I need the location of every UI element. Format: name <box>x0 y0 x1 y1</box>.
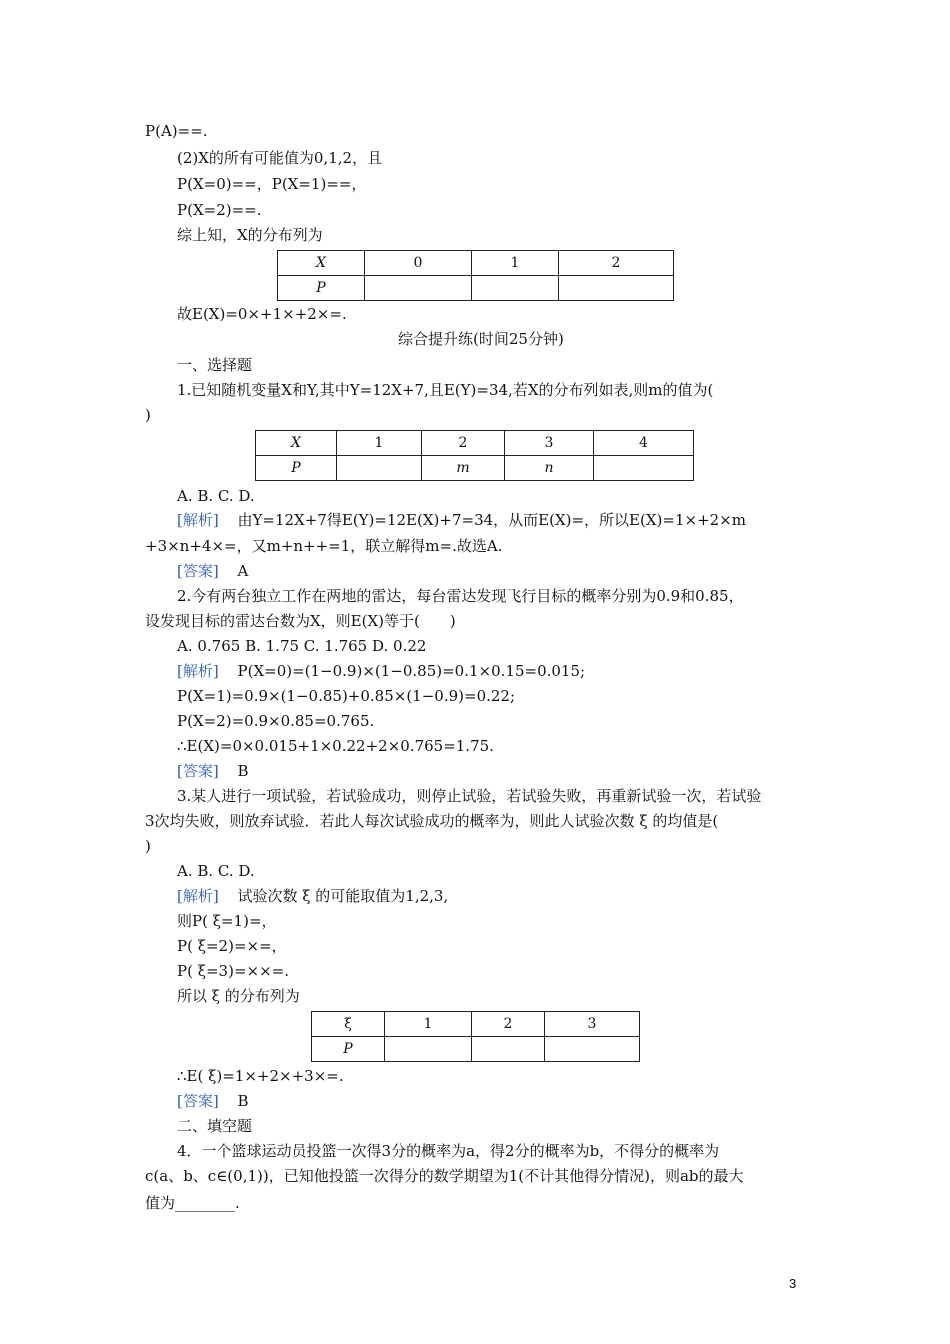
text-line: P(X=0)==，P(X=1)==， <box>177 175 367 193</box>
text-line: 所以 ξ 的分布列为 <box>177 987 300 1005</box>
analysis-text: P(X=0)=(1−0.9)×(1−0.85)=0.1×0.15=0.015; <box>237 662 586 680</box>
analysis-tag: [解析] <box>177 662 219 680</box>
table-cell: 2 <box>422 431 505 456</box>
analysis-line <box>177 661 585 681</box>
table-cell <box>385 1037 472 1062</box>
text-line: (2)X的所有可能值为0,1,2，且 <box>177 149 383 167</box>
table-cell <box>559 276 674 301</box>
table-cell <box>337 456 422 481</box>
table-cell: 3 <box>505 431 594 456</box>
table-cell <box>472 276 559 301</box>
table-cell: P <box>278 276 365 301</box>
distribution-table-2 <box>255 430 694 481</box>
answer-tag: [答案] <box>177 1092 219 1110</box>
text-line: P(X=2)=0.9×0.85=0.765. <box>177 712 375 730</box>
analysis-line <box>177 886 448 906</box>
text-line: ∴E( ξ)=1×+2×+3×=. <box>177 1067 344 1085</box>
answer-line <box>177 561 248 581</box>
answer-tag: [答案] <box>177 562 219 580</box>
question-text: 2.今有两台独立工作在两地的雷达，每台雷达发现飞行目标的概率分别为0.9和0.85， <box>177 587 744 605</box>
table-cell <box>594 456 694 481</box>
text-line: +3×n+4×=，又m+n++=1，联立解得m=.故选A. <box>145 537 503 555</box>
answer-line <box>177 1091 249 1111</box>
text-line: 值为________. <box>145 1194 240 1212</box>
text-line: 故E(X)=0×+1×+2×=. <box>177 305 347 323</box>
text-line: P(A)==. <box>145 122 208 140</box>
text-line: P(X=2)==. <box>177 201 262 219</box>
table-cell: 1 <box>385 1012 472 1037</box>
analysis-text: 由Y=12X+7得E(Y)=12E(X)+7=34，从而E(X)=，所以E(X)=1×+2×m <box>237 511 746 529</box>
text-line: P(X=1)=0.9×(1−0.85)+0.85×(1−0.9)=0.22; <box>177 687 516 705</box>
answer-tag: [答案] <box>177 762 219 780</box>
table-cell: n <box>505 456 594 481</box>
text-line: 综上知，X的分布列为 <box>177 226 323 244</box>
table-cell <box>472 1037 545 1062</box>
section-heading: 一、选择题 <box>177 356 253 374</box>
analysis-tag: [解析] <box>177 511 219 529</box>
options-line: A. 0.765 B. 1.75 C. 1.765 D. 0.22 <box>177 637 427 655</box>
analysis-tag: [解析] <box>177 887 219 905</box>
table-cell: P <box>256 456 337 481</box>
text-line: ) <box>145 837 151 855</box>
answer-line <box>177 761 249 781</box>
table-cell <box>365 276 472 301</box>
page-number: 3 <box>789 1276 797 1291</box>
question-text: 4．一个篮球运动员投篮一次得3分的概率为a，得2分的概率为b，不得分的概率为 <box>177 1142 720 1160</box>
section-title: 综合提升练(时间25分钟) <box>398 330 564 348</box>
table-cell: 2 <box>472 1012 545 1037</box>
distribution-table-1 <box>277 250 674 301</box>
table-cell: ξ <box>312 1012 385 1037</box>
question-text: 3.某人进行一项试验，若试验成功，则停止试验，若试验失败，再重新试验一次，若试验 <box>177 787 762 805</box>
table-cell: X <box>278 251 365 276</box>
text-line: P( ξ=3)=××=. <box>177 962 289 980</box>
table-cell: 4 <box>594 431 694 456</box>
text-line: 则P( ξ=1)=， <box>177 912 277 930</box>
table-cell: 1 <box>337 431 422 456</box>
table-cell: 1 <box>472 251 559 276</box>
text-line: 3次均失败，则放弃试验．若此人每次试验成功的概率为，则此人试验次数 ξ 的均值是( <box>145 812 719 830</box>
analysis-line <box>177 510 746 530</box>
text-line: ∴E(X)=0×0.015+1×0.22+2×0.765=1.75. <box>177 737 494 755</box>
section-heading: 二、填空题 <box>177 1117 253 1135</box>
analysis-text: 试验次数 ξ 的可能取值为1,2,3, <box>237 887 449 905</box>
answer-value: A <box>237 562 249 580</box>
text-line: P( ξ=2)=×=， <box>177 937 287 955</box>
text-line: 设发现目标的雷达台数为X，则E(X)等于( ) <box>145 612 456 630</box>
distribution-table-3 <box>311 1011 640 1062</box>
table-cell: m <box>422 456 505 481</box>
answer-value: B <box>237 762 249 780</box>
table-cell: P <box>312 1037 385 1062</box>
answer-value: B <box>237 1092 249 1110</box>
text-line: ) <box>145 406 151 424</box>
table-cell <box>545 1037 640 1062</box>
options-line: A. B. C. D. <box>177 487 255 505</box>
table-cell: 2 <box>559 251 674 276</box>
table-cell: 0 <box>365 251 472 276</box>
table-cell: X <box>256 431 337 456</box>
options-line: A. B. C. D. <box>177 862 255 880</box>
question-text: 1.已知随机变量X和Y,其中Y=12X+7,且E(Y)=34,若X的分布列如表,则m的值为( <box>177 381 714 399</box>
table-cell: 3 <box>545 1012 640 1037</box>
text-line: c(a、b、c∈(0,1))，已知他投篮一次得分的数学期望为1(不计其他得分情况)，则ab的最大 <box>145 1167 744 1185</box>
